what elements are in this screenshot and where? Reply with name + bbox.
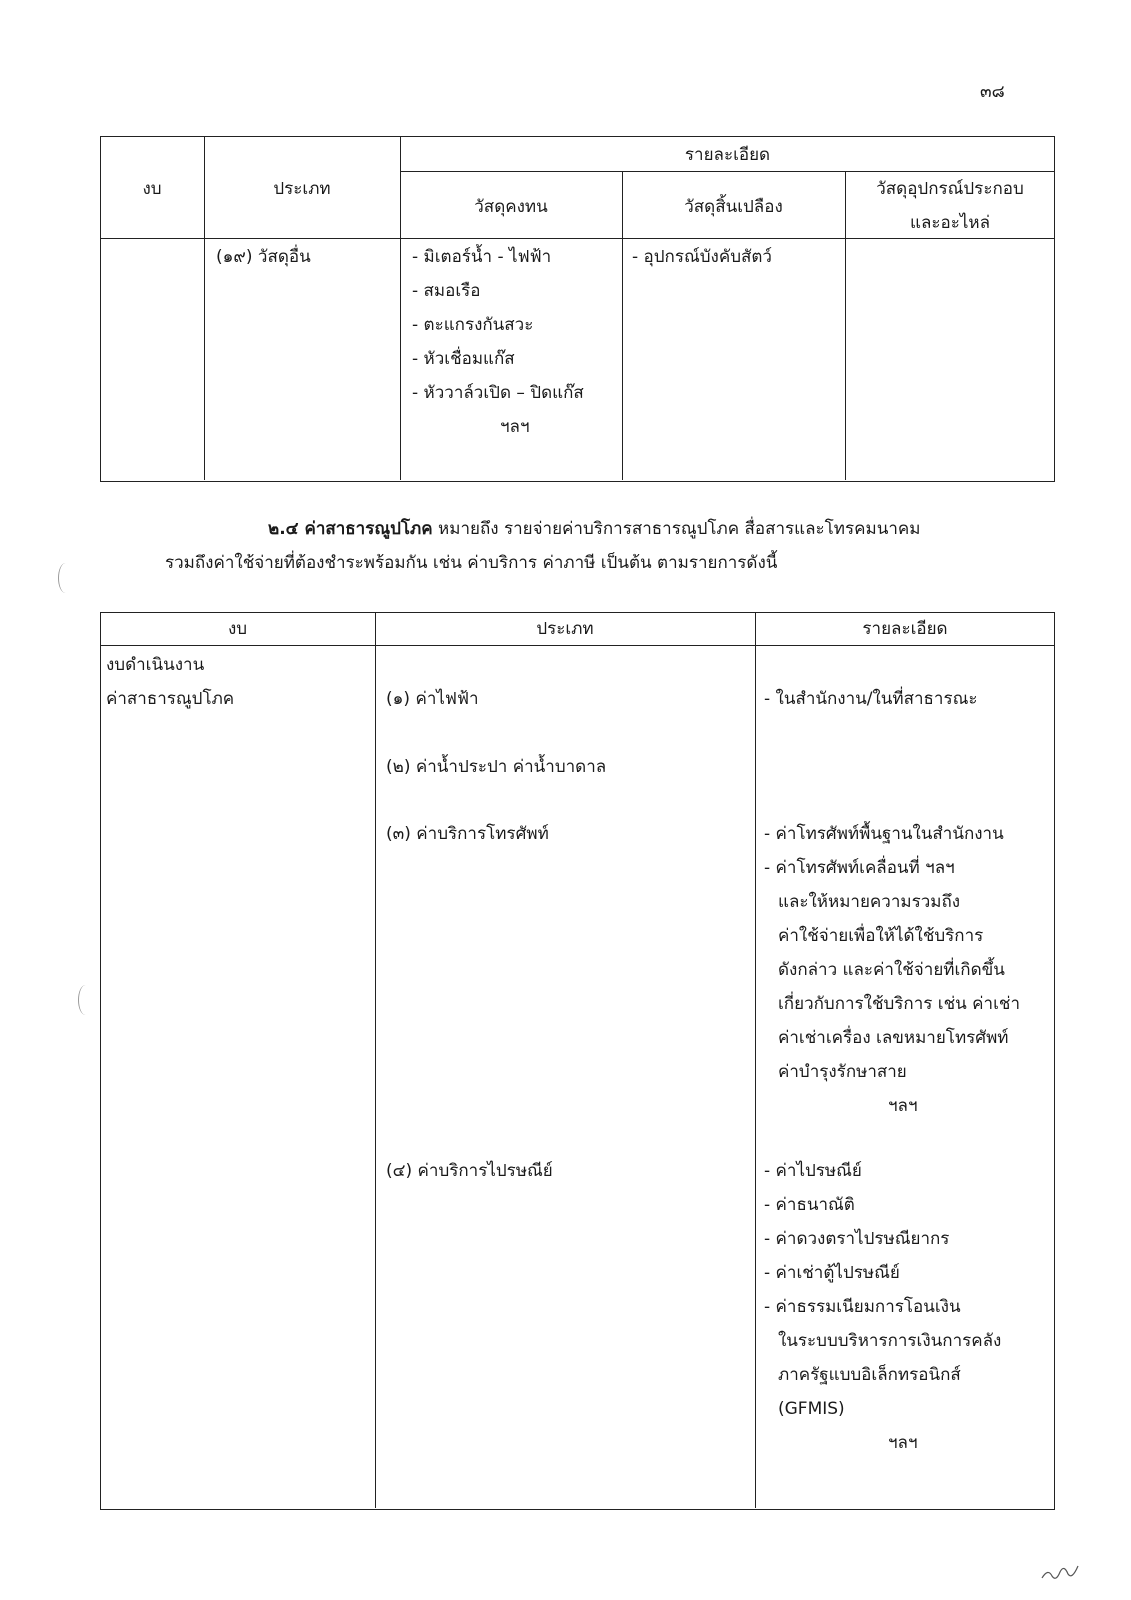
section-heading: ๒.๔ ค่าสาธารณูปโภค xyxy=(268,519,433,539)
list-item-cont: ในระบบบริหารการเงินการคลัง xyxy=(778,1331,1002,1351)
etc-label: ฯลฯ xyxy=(888,1433,918,1453)
budget-cell xyxy=(106,648,234,716)
section-line1-rest: หมายถึง รายจ่ายค่าบริการสาธารณูปโภค สื่อสารและโทรคมนาคม xyxy=(432,519,921,539)
utilities-table xyxy=(100,612,1055,1510)
list-item: - ค่าธรรมเนียมการโอนเงิน xyxy=(764,1297,961,1317)
consumable-list xyxy=(632,240,772,274)
signature-mark xyxy=(1040,1560,1080,1584)
details-telephone xyxy=(764,817,1044,1123)
list-item: - ในสำนักงาน/ในที่สาธารณะ xyxy=(764,689,978,709)
list-item: - ค่าธนาณัติ xyxy=(764,1195,855,1215)
header-details: รายละเอียด xyxy=(684,145,771,165)
header-type: ประเภท xyxy=(273,179,331,199)
list-item: - ค่าเช่าตู้ไปรษณีย์ xyxy=(764,1263,900,1283)
budget-line: งบดำเนินงาน xyxy=(106,655,205,675)
list-item: - ตะแกรงกันสวะ xyxy=(412,315,534,335)
budget-line: ค่าสาธารณูปโภค xyxy=(106,689,235,709)
page-number: ๓๘ xyxy=(980,82,1005,102)
list-item: - มิเตอร์น้ำ - ไฟฟ้า xyxy=(412,247,552,267)
header-parts-line2: และอะไหล่ xyxy=(909,213,991,233)
details-electricity xyxy=(764,682,978,716)
list-item-cont: ค่าบำรุงรักษาสาย xyxy=(778,1062,907,1082)
col-divider xyxy=(400,136,401,480)
list-item: - ค่าดวงตราไปรษณียากร xyxy=(764,1229,950,1249)
list-item: - ค่าโทรศัพท์พื้นฐานในสำนักงาน xyxy=(764,824,1004,844)
type-telephone: (๓) ค่าบริการโทรศัพท์ xyxy=(386,824,549,844)
type-postal: (๔) ค่าบริการไปรษณีย์ xyxy=(386,1161,553,1181)
list-item-cont: ค่าใช้จ่ายเพื่อให้ได้ใช้บริการ xyxy=(778,926,984,946)
list-item: - ค่าโทรศัพท์เคลื่อนที่ ฯลฯ xyxy=(764,858,955,878)
col-divider xyxy=(375,612,376,1508)
list-item-cont: ค่าเช่าเครื่อง เลขหมายโทรศัพท์ xyxy=(778,1028,1009,1048)
header-consumable: วัสดุสิ้นเปลือง xyxy=(684,197,783,217)
list-item: - อุปกรณ์บังคับสัตว์ xyxy=(632,247,772,267)
list-item: - สมอเรือ xyxy=(412,281,481,301)
durable-list xyxy=(412,240,584,444)
type-water: (๒) ค่าน้ำประปา ค่าน้ำบาดาล xyxy=(386,757,607,777)
supplies-table xyxy=(100,136,1055,482)
list-item-cont: (GFMIS) xyxy=(778,1399,845,1419)
list-item: - ค่าไปรษณีย์ xyxy=(764,1161,862,1181)
list-item-cont: ภาครัฐแบบอิเล็กทรอนิกส์ xyxy=(778,1365,961,1385)
list-item-cont: ดังกล่าว และค่าใช้จ่ายที่เกิดขึ้น xyxy=(778,960,1005,980)
margin-mark xyxy=(58,563,73,593)
etc-label: ฯลฯ xyxy=(888,1096,918,1116)
type-electricity: (๑) ค่าไฟฟ้า xyxy=(386,689,479,709)
header-durable: วัสดุคงทน xyxy=(474,197,548,217)
list-item-cont: เกี่ยวกับการใช้บริการ เช่น ค่าเช่า xyxy=(778,994,1020,1014)
list-item: - หัววาล์วเปิด – ปิดแก๊ส xyxy=(412,383,584,403)
header-type: ประเภท xyxy=(536,619,594,639)
list-item-cont: และให้หมายความรวมถึง xyxy=(778,892,961,912)
row-type: (๑๙) วัสดุอื่น xyxy=(216,247,311,267)
header-budget: งบ xyxy=(227,619,248,639)
section-line2: รวมถึงค่าใช้จ่ายที่ต้องชำระพร้อมกัน เช่น ค่าบริการ ค่าภาษี เป็นต้น ตามรายการดังนี้ xyxy=(165,553,778,573)
header-parts-line1: วัสดุอุปกรณ์ประกอบ xyxy=(876,179,1024,199)
header-budget: งบ xyxy=(142,179,162,199)
etc-label: ฯลฯ xyxy=(500,417,530,437)
header-details: รายละเอียด xyxy=(862,619,948,639)
list-item: - หัวเชื่อมแก๊ส xyxy=(412,349,515,369)
details-postal xyxy=(764,1154,1044,1460)
col-divider xyxy=(755,612,756,1508)
margin-mark xyxy=(78,985,93,1015)
section-line1 xyxy=(268,512,920,546)
